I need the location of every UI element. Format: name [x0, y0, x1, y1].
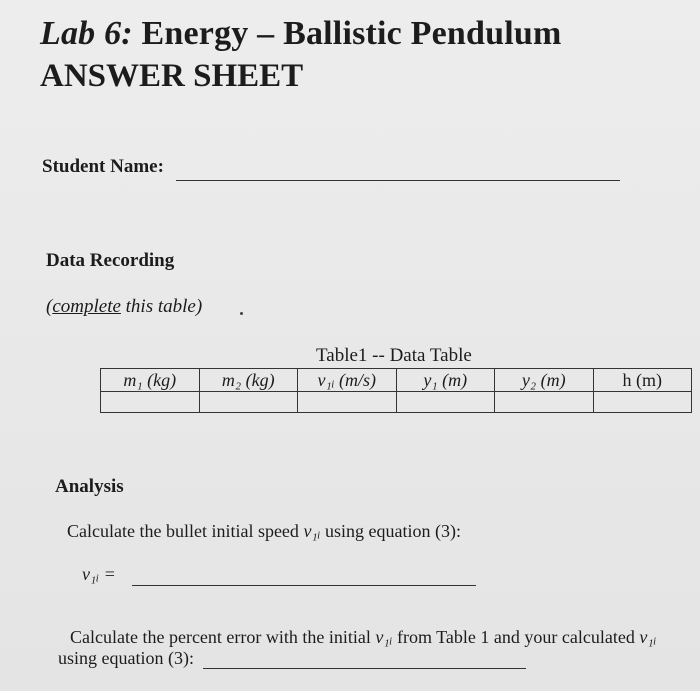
v1i-answer-field[interactable] [132, 585, 476, 586]
table-instruction-rest: this table) [120, 296, 203, 317]
lab-title [40, 14, 562, 54]
stray-dot [240, 312, 243, 315]
col-header-y2: y₂ (m) [495, 369, 594, 392]
table-instruction [46, 296, 202, 318]
table-header-row [101, 369, 692, 392]
table-caption: Table1 -- Data Table [316, 345, 472, 366]
lab-title-text: Energy – Ballistic Pendulum [141, 15, 562, 52]
col-header-v1i: v₁ᵢ (m/s) [298, 369, 397, 392]
analysis-heading: Analysis [55, 476, 124, 497]
col-header-m1: m₁ (kg) [101, 369, 200, 392]
cell-y2[interactable] [495, 392, 594, 413]
table-instruction-complete: complete [52, 296, 121, 317]
cell-v1i[interactable] [298, 392, 397, 413]
question-percent-error-line2: using equation (3): [58, 648, 194, 668]
question-percent-error-mid: from Table 1 and your calculated [392, 627, 640, 647]
cell-h[interactable] [593, 392, 692, 413]
percent-error-answer-field[interactable] [203, 668, 526, 669]
cell-m1[interactable] [101, 392, 200, 413]
v1i-answer-label: v₁ᵢ = [82, 564, 116, 584]
col-header-y1: y₁ (m) [396, 369, 495, 392]
v1i-symbol-2: v₁ᵢ [375, 627, 393, 647]
question-percent-error-line1 [70, 627, 656, 648]
question-initial-speed-prefix: Calculate the bullet initial speed [67, 521, 304, 541]
table-instruction-open: ( [46, 296, 53, 317]
question-initial-speed-suffix: using equation (3): [320, 521, 462, 541]
col-header-m2: m₂ (kg) [199, 369, 298, 392]
v1i-symbol: v₁ᵢ [303, 521, 321, 541]
question-initial-speed [67, 521, 461, 542]
student-name-field[interactable] [176, 180, 620, 181]
cell-y1[interactable] [396, 392, 495, 413]
answer-sheet-subtitle: ANSWER SHEET [40, 58, 304, 94]
lab-number: Lab 6: [40, 15, 133, 52]
cell-m2[interactable] [199, 392, 298, 413]
data-recording-heading: Data Recording [46, 250, 175, 271]
question-percent-error-prefix: Calculate the percent error with the initial [70, 627, 376, 647]
col-header-h: h (m) [593, 369, 692, 392]
data-table [100, 368, 692, 413]
table-row [101, 392, 692, 413]
student-name-label: Student Name: [42, 156, 164, 177]
v1i-symbol-3: v₁ᵢ [639, 627, 657, 647]
